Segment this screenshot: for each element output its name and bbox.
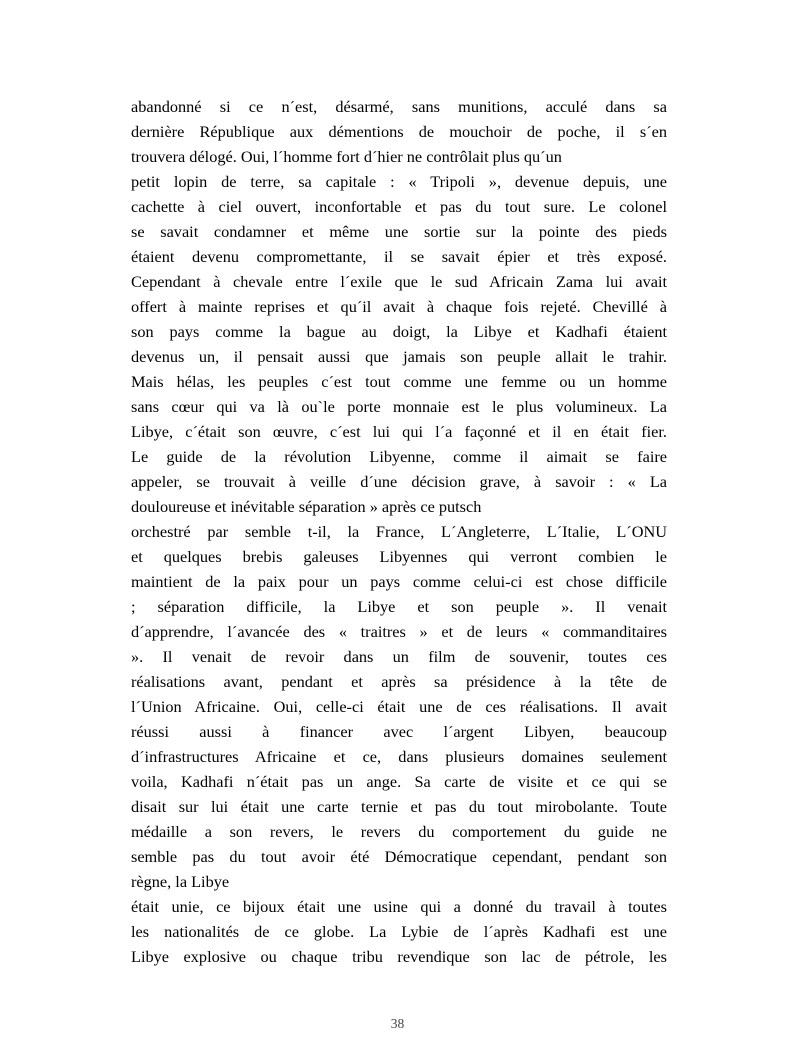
page-number: 38 bbox=[390, 1016, 405, 1031]
text-line: Le guide de la révolution Libyenne, comme il aimait se faire bbox=[131, 447, 667, 466]
text-line: semble pas du tout avoir été Démocratique cependant, pendant son bbox=[131, 847, 667, 866]
text-line: voila, Kadhafi n´était pas un ange. Sa carte de visite et ce qui se bbox=[131, 772, 667, 791]
text-line: et quelques brebis galeuses Libyennes qui verront combien le bbox=[131, 547, 667, 566]
text-line: Libye explosive ou chaque tribu revendique son lac de pétrole, les bbox=[131, 947, 667, 966]
text-line: cachette à ciel ouvert, inconfortable et pas du tout sure. Le colonel bbox=[131, 197, 667, 216]
page-text bbox=[131, 94, 667, 969]
text-line: Mais hélas, les peuples c´est tout comme une femme ou un homme bbox=[131, 372, 667, 391]
text-line: abandonné si ce n´est, désarmé, sans munitions, acculé dans sa bbox=[131, 97, 667, 116]
text-line: appeler, se trouvait à veille d´une décision grave, à savoir : « La bbox=[131, 472, 667, 491]
text-line: maintient de la paix pour un pays comme celui-ci est chose difficile bbox=[131, 572, 667, 591]
text-line: réussi aussi à financer avec l´argent Libyen, beaucoup bbox=[131, 722, 667, 741]
text-line: les nationalités de ce globe. La Lybie de l´après Kadhafi est une bbox=[131, 922, 667, 941]
text-line: devenus un, il pensait aussi que jamais son peuple allait le trahir. bbox=[131, 347, 667, 366]
text-line: ; séparation difficile, la Libye et son peuple ». Il venait bbox=[131, 597, 667, 616]
text-line: étaient devenu compromettante, il se savait épier et très exposé. bbox=[131, 247, 667, 266]
text-line: orchestré par semble t-il, la France, L´Angleterre, L´Italie, L´ONU bbox=[131, 522, 667, 541]
text-line: d´infrastructures Africaine et ce, dans plusieurs domaines seulement bbox=[131, 747, 667, 766]
text-line: se savait condamner et même une sortie sur la pointe des pieds bbox=[131, 222, 667, 241]
text-line: son pays comme la bague au doigt, la Libye et Kadhafi étaient bbox=[131, 322, 667, 341]
text-line: Cependant à chevale entre l´exile que le sud Africain Zama lui avait bbox=[131, 272, 667, 291]
text-line: d´apprendre, l´avancée des « traitres » et de leurs « commanditaires bbox=[131, 622, 667, 641]
text-line: était unie, ce bijoux était une usine qui a donné du travail à toutes bbox=[131, 897, 667, 916]
text-line: dernière République aux démentions de mouchoir de poche, il s´en bbox=[131, 122, 667, 141]
text-line: règne, la Libye bbox=[131, 872, 230, 891]
text-line: douloureuse et inévitable séparation » après ce putsch bbox=[131, 497, 482, 516]
text-line: petit lopin de terre, sa capitale : « Tripoli », devenue depuis, une bbox=[131, 172, 667, 191]
text-line: médaille a son revers, le revers du comportement du guide ne bbox=[131, 822, 667, 841]
text-line: réalisations avant, pendant et après sa présidence à la tête de bbox=[131, 672, 667, 691]
text-line: offert à mainte reprises et qu´il avait à chaque fois rejeté. Chevillé à bbox=[131, 297, 667, 316]
text-line: trouvera délogé. Oui, l´homme fort d´hier ne contrôlait plus qu´un bbox=[131, 147, 562, 166]
text-line: l´Union Africaine. Oui, celle-ci était une de ces réalisations. Il avait bbox=[131, 697, 667, 716]
text-line: disait sur lui était une carte ternie et pas du tout mirobolante. Toute bbox=[131, 797, 667, 816]
text-line: Libye, c´était son œuvre, c´est lui qui l´a façonné et il en était fier. bbox=[131, 422, 667, 441]
text-line: sans cœur qui va là ou`le porte monnaie est le plus volumineux. La bbox=[131, 397, 667, 416]
text-line: ». Il venait de revoir dans un film de souvenir, toutes ces bbox=[131, 647, 667, 666]
